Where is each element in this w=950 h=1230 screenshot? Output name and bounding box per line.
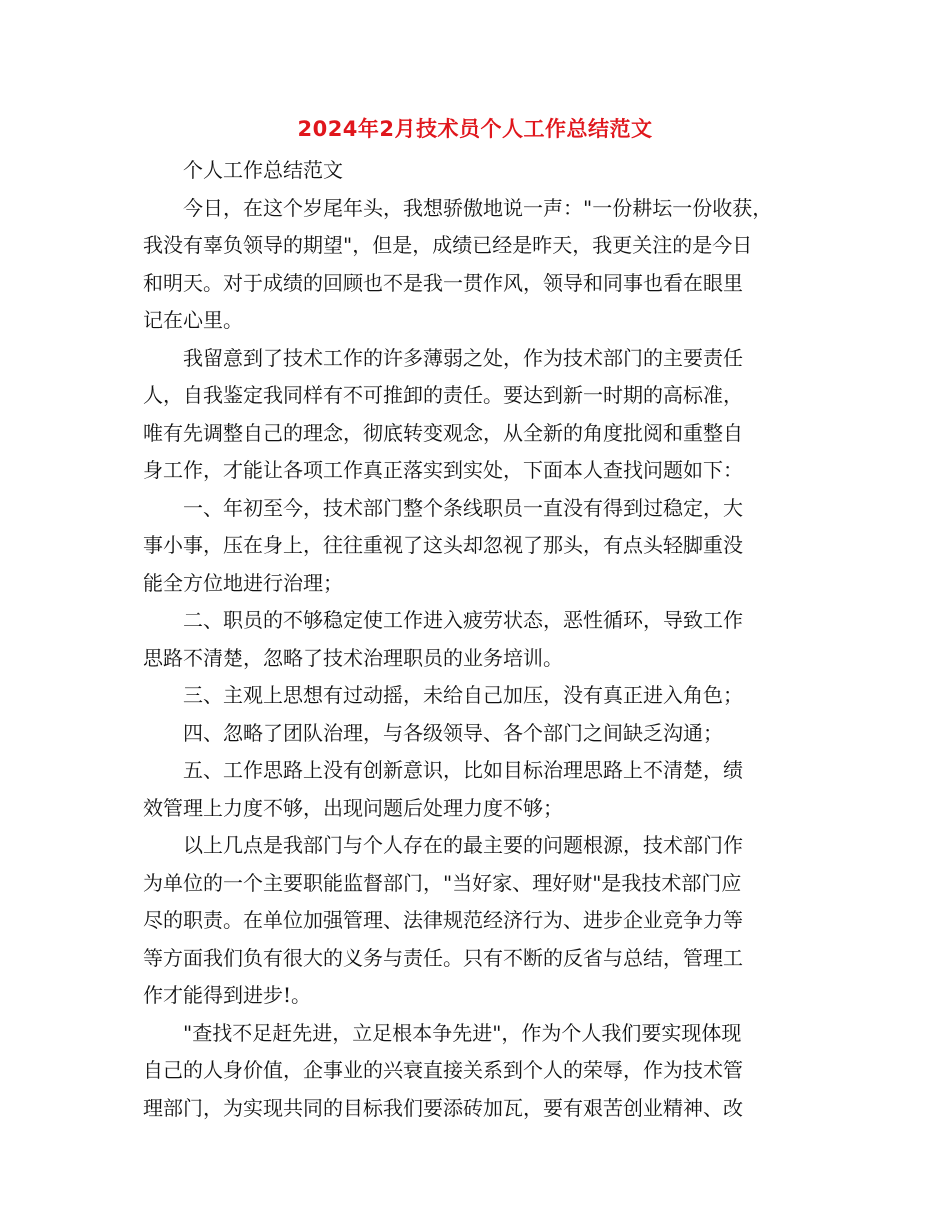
body-line: 等方面我们负有很大的义务与责任。只有不断的反省与总结，管理工 bbox=[143, 945, 743, 970]
body-line: 自己的人身价值，企事业的兴衰直接关系到个人的荣辱，作为技术管 bbox=[143, 1058, 743, 1082]
body-line: 我没有辜负领导的期望"，但是，成绩已经是昨天，我更关注的是今日 bbox=[143, 233, 753, 257]
body-line: 理部门，为实现共同的目标我们要添砖加瓦，要有艰苦创业精神、改 bbox=[143, 1095, 743, 1120]
body-line: 和明天。对于成绩的回顾也不是我一贯作风，领导和同事也看在眼里 bbox=[143, 270, 743, 295]
body-line: 个人工作总结范文 bbox=[183, 158, 343, 182]
body-line: 五、工作思路上没有创新意识，比如目标治理思路上不清楚，绩 bbox=[183, 758, 743, 782]
body-line: 能全方位地进行治理； bbox=[143, 570, 343, 595]
body-line: 身工作，才能让各项工作真正落实到实处，下面本人查找问题如下： bbox=[143, 458, 743, 482]
body-line: 我留意到了技术工作的许多薄弱之处，作为技术部门的主要责任 bbox=[183, 345, 743, 370]
body-line: 为单位的一个主要职能监督部门，"当好家、理好财"是我技术部门应 bbox=[143, 870, 742, 895]
body-line: 以上几点是我部门与个人存在的最主要的问题根源，技术部门作 bbox=[183, 833, 743, 857]
body-line: 一、年初至今，技术部门整个条线职员一直没有得到过稳定，大 bbox=[183, 495, 743, 520]
document-body bbox=[143, 152, 803, 1127]
document-title: 2024年2月技术员个人工作总结范文 bbox=[297, 117, 653, 141]
body-line: 人，自我鉴定我同样有不可推卸的责任。要达到新一时期的高标准， bbox=[143, 383, 743, 407]
body-line: 作才能得到进步!。 bbox=[143, 983, 312, 1007]
body-line: 二、职员的不够稳定使工作进入疲劳状态，恶性循环，导致工作 bbox=[183, 608, 743, 632]
body-line: 四、忽略了团队治理，与各级领导、各个部门之间缺乏沟通； bbox=[183, 720, 723, 745]
body-line: 思路不清楚，忽略了技术治理职员的业务培训。 bbox=[143, 645, 563, 670]
body-line: 记在心里。 bbox=[143, 308, 243, 332]
body-line: 今日，在这个岁尾年头，我想骄傲地说一声："一份耕坛一份收获， bbox=[183, 195, 773, 220]
body-line: 事小事，压在身上，往往重视了这头却忽视了那头，有点头轻脚重没 bbox=[143, 533, 743, 557]
body-line: "查找不足赶先进，立足根本争先进"，作为个人我们要实现体现 bbox=[183, 1020, 742, 1045]
body-line: 三、主观上思想有过动摇，未给自己加压，没有真正进入角色； bbox=[183, 683, 743, 707]
body-line: 尽的职责。在单位加强管理、法律规范经济行为、进步企业竞争力等 bbox=[143, 908, 743, 932]
body-line: 效管理上力度不够，出现问题后处理力度不够； bbox=[143, 795, 563, 820]
body-line: 唯有先调整自己的理念，彻底转变观念，从全新的角度批阅和重整自 bbox=[143, 420, 743, 445]
